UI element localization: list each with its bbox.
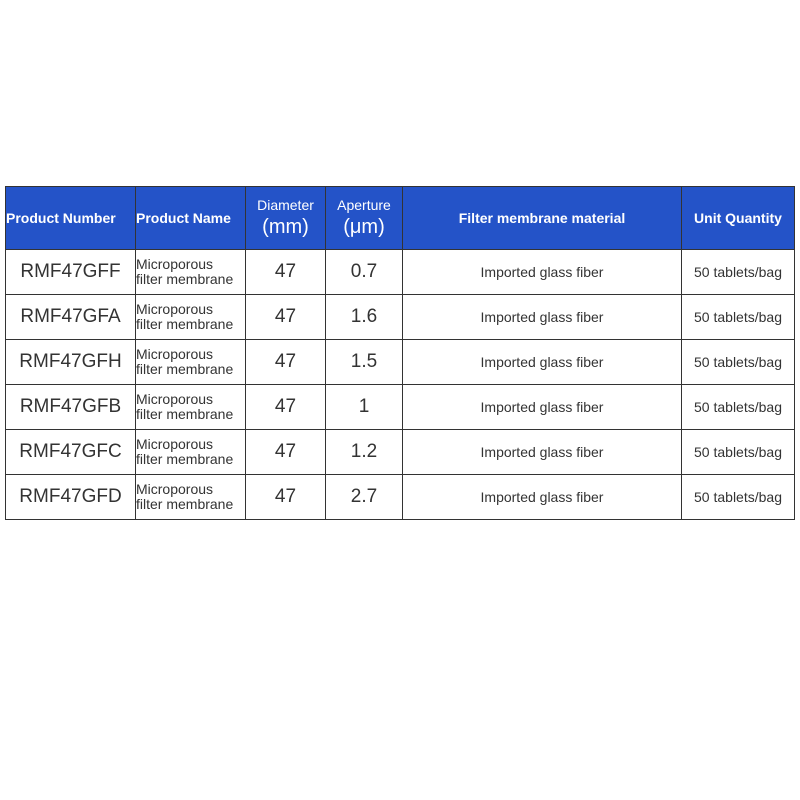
- header-product-number: Product Number: [6, 187, 136, 250]
- table-header-row: [6, 187, 795, 250]
- product-number-cell: RMF47GFB: [6, 385, 136, 430]
- quantity-cell: 50 tablets/bag: [682, 385, 795, 430]
- aperture-cell: 0.7: [326, 250, 403, 295]
- product-name-cell: [136, 475, 246, 520]
- material-cell: Imported glass fiber: [403, 295, 682, 340]
- product-number-cell: RMF47GFD: [6, 475, 136, 520]
- quantity-cell: 50 tablets/bag: [682, 430, 795, 475]
- aperture-cell: 1.5: [326, 340, 403, 385]
- diameter-cell: 47: [246, 385, 326, 430]
- diameter-cell: 47: [246, 340, 326, 385]
- aperture-cell: 1: [326, 385, 403, 430]
- product-name-cell: [136, 340, 246, 385]
- product-number-cell: RMF47GFA: [6, 295, 136, 340]
- product-name-line2: filter membrane: [136, 496, 234, 512]
- product-name-cell: [136, 250, 246, 295]
- product-name-line2: filter membrane: [136, 406, 234, 422]
- product-name-line2: filter membrane: [136, 316, 234, 332]
- header-aperture-unit: (μm): [343, 216, 385, 239]
- product-name-line2: filter membrane: [136, 451, 234, 467]
- header-product-name: Product Name: [136, 187, 246, 250]
- product-spec-table: [5, 186, 795, 520]
- aperture-cell: 1.2: [326, 430, 403, 475]
- product-name-line2: filter membrane: [136, 361, 234, 377]
- product-name-line1: Microporous: [136, 481, 214, 497]
- table-row: [6, 340, 795, 385]
- product-number-cell: RMF47GFH: [6, 340, 136, 385]
- quantity-cell: 50 tablets/bag: [682, 250, 795, 295]
- aperture-cell: 2.7: [326, 475, 403, 520]
- header-aperture: [326, 187, 403, 250]
- product-name-line1: Microporous: [136, 391, 214, 407]
- product-name-cell: [136, 295, 246, 340]
- quantity-cell: 50 tablets/bag: [682, 475, 795, 520]
- header-diameter-unit: (mm): [262, 216, 309, 239]
- header-aperture-label: Aperture: [337, 196, 391, 213]
- quantity-cell: 50 tablets/bag: [682, 340, 795, 385]
- product-name-line2: filter membrane: [136, 271, 234, 287]
- diameter-cell: 47: [246, 250, 326, 295]
- header-diameter: [246, 187, 326, 250]
- product-name-line1: Microporous: [136, 301, 214, 317]
- diameter-cell: 47: [246, 475, 326, 520]
- product-name-line1: Microporous: [136, 436, 214, 452]
- table-row: [6, 385, 795, 430]
- diameter-cell: 47: [246, 430, 326, 475]
- product-name-cell: [136, 385, 246, 430]
- product-name-line1: Microporous: [136, 256, 214, 272]
- table-row: [6, 295, 795, 340]
- product-number-cell: RMF47GFF: [6, 250, 136, 295]
- material-cell: Imported glass fiber: [403, 430, 682, 475]
- product-number-cell: RMF47GFC: [6, 430, 136, 475]
- table-row: [6, 475, 795, 520]
- material-cell: Imported glass fiber: [403, 475, 682, 520]
- header-material: Filter membrane material: [403, 187, 682, 250]
- material-cell: Imported glass fiber: [403, 340, 682, 385]
- quantity-cell: 50 tablets/bag: [682, 295, 795, 340]
- material-cell: Imported glass fiber: [403, 250, 682, 295]
- table-row: [6, 250, 795, 295]
- product-name-cell: [136, 430, 246, 475]
- aperture-cell: 1.6: [326, 295, 403, 340]
- table-row: [6, 430, 795, 475]
- diameter-cell: 47: [246, 295, 326, 340]
- product-name-line1: Microporous: [136, 346, 214, 362]
- header-unit-quantity: Unit Quantity: [682, 187, 795, 250]
- material-cell: Imported glass fiber: [403, 385, 682, 430]
- header-diameter-label: Diameter: [257, 196, 314, 213]
